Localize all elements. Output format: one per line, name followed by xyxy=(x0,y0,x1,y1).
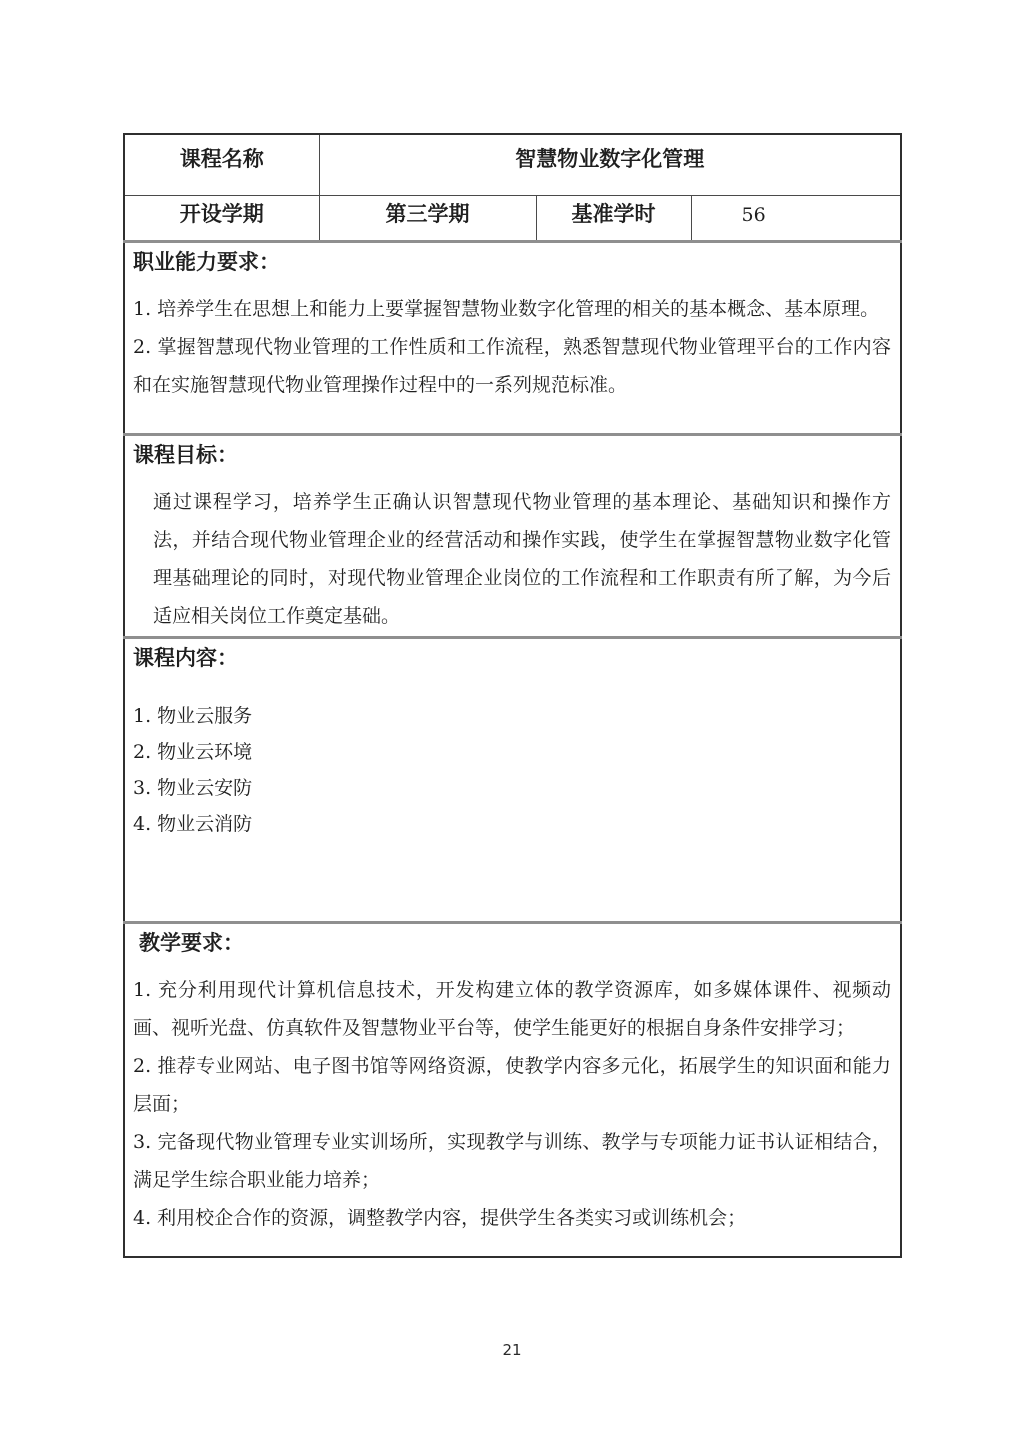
list-item: 1. 物业云服务 xyxy=(133,705,253,727)
section-paragraph: 通过课程学习，培养学生正确认识智慧现代物业管理的基本理论、基础知识和操作方法，并结合现代物业管理企业的经营活动和操作实践，使学生在掌握智慧物业数字化管理基础理论的同时，对现代物业管理企业岗位的工作流程和工作职责有所了解，为今后适应相关岗位工作奠定基础。 xyxy=(153,491,891,627)
hours-value-cell xyxy=(691,196,901,242)
section-body xyxy=(133,971,891,1237)
section-teaching-requirements xyxy=(124,923,901,1258)
list-item: 3. 完备现代物业管理专业实训场所，实现教学与训练、教学与专项能力证书认证相结合，满足学生综合职业能力培养； xyxy=(133,1131,891,1191)
semester-label-cell xyxy=(124,196,319,242)
list-item: 2. 物业云环境 xyxy=(133,741,253,763)
section-body xyxy=(133,290,891,404)
section-title: 职业能力要求： xyxy=(133,249,280,274)
section-vocational-requirements xyxy=(124,242,901,435)
course-name-value-cell xyxy=(319,134,901,196)
hours-label: 基准学时 xyxy=(571,201,656,226)
section-course-content xyxy=(124,638,901,923)
semester-hours-row xyxy=(124,196,901,242)
course-name-label: 课程名称 xyxy=(179,146,264,171)
section-title: 教学要求： xyxy=(139,930,244,955)
page-number: 21 xyxy=(502,1341,522,1359)
course-name-row xyxy=(124,134,901,196)
course-info-table xyxy=(123,133,902,1258)
list-item: 4. 物业云消防 xyxy=(133,813,253,835)
semester-label: 开设学期 xyxy=(179,201,264,226)
list-item: 1. 充分利用现代计算机信息技术，开发构建立体的教学资源库，如多媒体课件、视频动画、视听光盘、仿真软件及智慧物业平台等，使学生能更好的根据自身条件安排学习； xyxy=(133,979,891,1039)
list-item: 4. 利用校企合作的资源，调整教学内容，提供学生各类实习或训练机会； xyxy=(133,1207,747,1229)
list-item: 3. 物业云安防 xyxy=(133,777,253,799)
course-name-label-cell xyxy=(124,134,319,196)
hours-value: 56 xyxy=(741,204,766,226)
hours-label-cell xyxy=(536,196,691,242)
course-name-value: 智慧物业数字化管理 xyxy=(515,146,705,171)
section-course-objectives xyxy=(124,435,901,638)
section-title: 课程目标： xyxy=(133,442,238,467)
section-title: 课程内容： xyxy=(133,645,238,670)
list-item: 2. 推荐专业网站、电子图书馆等网络资源，使教学内容多元化，拓展学生的知识面和能力层面； xyxy=(133,1055,891,1115)
list-item: 1. 培养学生在思想上和能力上要掌握智慧物业数字化管理的相关的基本概念、基本原理。 xyxy=(133,298,880,320)
semester-value-cell xyxy=(319,196,536,242)
list-item: 2. 掌握智慧现代物业管理的工作性质和工作流程，熟悉智慧现代物业管理平台的工作内容和在实施智慧现代物业管理操作过程中的一系列规范标准。 xyxy=(133,336,891,396)
section-body xyxy=(133,698,891,842)
semester-value: 第三学期 xyxy=(385,201,470,226)
